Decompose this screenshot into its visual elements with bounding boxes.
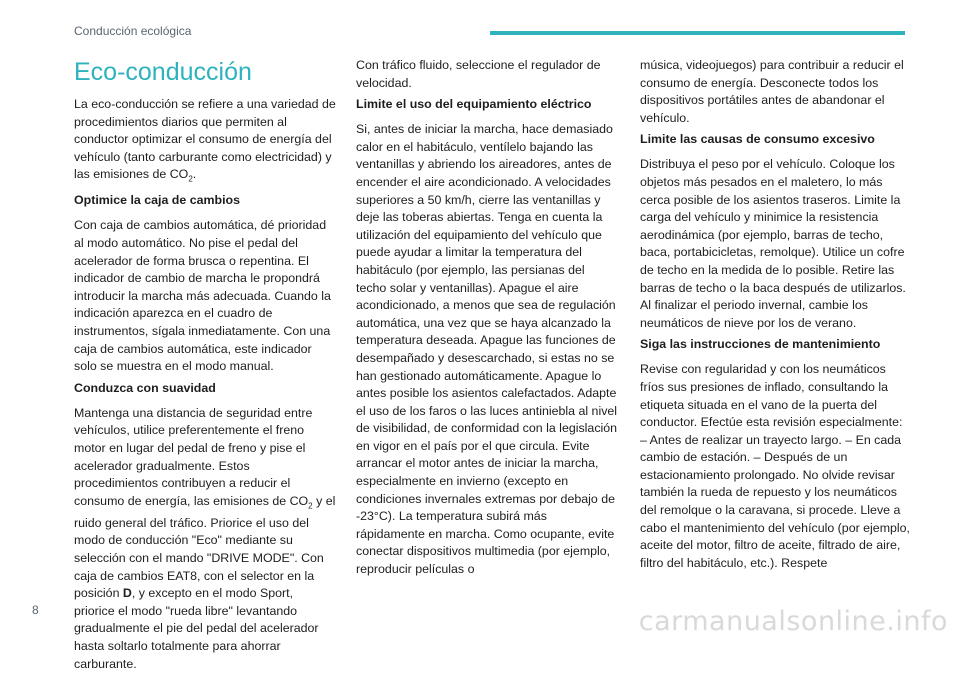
smooth-text-a: Mantenga una distancia de seguridad entre vehículos, utilice preferentemente el freno motor en lugar del pedal de freno y pise el acelerador gradualmente. Estos procedimientos contribuyen a reducir el consumo de energía, las emisiones de CO [74,405,313,508]
section-text-electrical: Si, antes de iniciar la marcha, hace demasiado calor en el habitáculo, ventílelo bajando las ventanillas y abriendo los aireadores, antes de encender el aire acondicionado. A velocidades superiores a 50 km/h, cierre las ventanillas y deje las toberas abiertas. Tenga en cuenta la utilización del equipamiento del vehículo que puede ayudar a limitar la temperatura del habitáculo (por ejemplo, las persianas del techo solar y ventanillas). Apague el aire acondicionado, a menos que sea de regulación automática, una vez que se haya alcanzado la temperatura deseada. Apague las funciones de desempañado y desescarchado, si estas no se han gestionado automáticamente. Apague lo antes posible los asientos calefactados. Adapte el uso de los faros o las luces antiniebla al nivel de visibilidad, de conformidad con la legislación en vigor en el país por el que circula. Evite arrancar el motor antes de iniciar la marcha, especialmente en invierno (excepto en condiciones invernales extremas por debajo de -23°C). La temperatura subirá más rápidamente en marcha. Como ocupante, evite conectar dispositivos multimedia (por ejemplo, reproducir películas o [356,122,618,577]
site-watermark: carmanualsonline.info [638,606,948,637]
section-text-maintenance: Revise con regularidad y con los neumáticos fríos sus presiones de inflado, consultando la etiqueta situada en el vano de la puerta del conductor. Efectúe esta revisión especialmente: – Antes de realizar un trayecto largo. – En cada cambio de estación. – Después de un estacionamiento prolongado. No olvide revisar también la rueda de repuesto y los neumáticos del remolque o la caravana, si procede. Lleve a cabo el mantenimiento del vehículo (por ejemplo, aceite del motor, filtro de aceite, filtrado de aire, filtro del habitáculo, etc.). Respete [640,362,910,570]
column-2-intro: Con tráfico fluido, seleccione el regulador de velocidad. [356,58,601,90]
column-3 [640,57,912,576]
column-3-intro: música, videojuegos) para contribuir a reducir el consumo de energía. Desconecte todos los dispositivos portátiles antes de abandonar el vehículo. [640,58,904,125]
section-header-title: Conducción ecológica [74,24,192,38]
section-title-excess-consumption: Limite las causas de consumo excesivo [640,132,875,147]
intro-paragraph [74,96,336,188]
intro-subscript: 2 [188,174,193,184]
intro-text-end: . [192,167,197,182]
column-1 [74,50,336,677]
page-number: 8 [32,603,39,617]
page-title: Eco-conducción [74,58,252,86]
smooth-text-b: y el ruido general del tráfico. Priorice el uso del modo de conducción "Eco" mediante su selección con el mando "DRIVE MODE". Con caja de cambios EAT8, con el selector en la posición [74,493,336,601]
section-text-smooth-driving [74,405,336,673]
section-text-gearbox: Con caja de cambios automática, dé prioridad al modo automático. No pise el pedal del acelerador de forma brusca o repentina. El indicador de cambio de marcha le propondrá introducir la marcha más adecuada. Cuando la indicación aparezca en el cuadro de instrumentos, sígala inmediatamente. Con una caja de cambios automática, este indicador solo se muestra en el modo manual. [74,218,331,374]
section-title-gearbox: Optimice la caja de cambios [74,193,240,208]
smooth-text-c: , y excepto en el modo Sport, priorice el modo "rueda libre" levantando gradualmente el pie del pedal del acelerador hasta soltarlo totalmente para ahorrar carburante. [74,586,319,671]
section-title-electrical: Limite el uso del equipamiento eléctrico [356,97,592,112]
gear-position-d: D [122,586,132,601]
column-2 [356,57,618,583]
header-accent-bar [490,31,905,35]
smooth-subscript: 2 [308,501,313,511]
intro-text: La eco-conducción se refiere a una variedad de procedimientos diarios que permiten al conductor optimizar el consumo de energía del vehículo (tanto carburante como electricidad) y las emisiones de CO [74,97,336,182]
section-text-excess-consumption: Distribuya el peso por el vehículo. Coloque los objetos más pesados en el maletero, lo más cerca posible de los asientos traseros. Limite la carga del vehículo y minimice la resistencia aerodinámica (por ejemplo, barras de techo, baca, portabicicletas, remolque). Utilice un cofre de techo en la medida de lo posible. Retire las barras de techo o la baca después de utilizarlos. Al finalizar el periodo invernal, cambie los neumáticos de nieve por los de verano. [640,157,906,330]
section-title-smooth-driving: Conduzca con suavidad [74,380,216,395]
section-title-maintenance: Siga las instrucciones de mantenimiento [640,337,881,352]
